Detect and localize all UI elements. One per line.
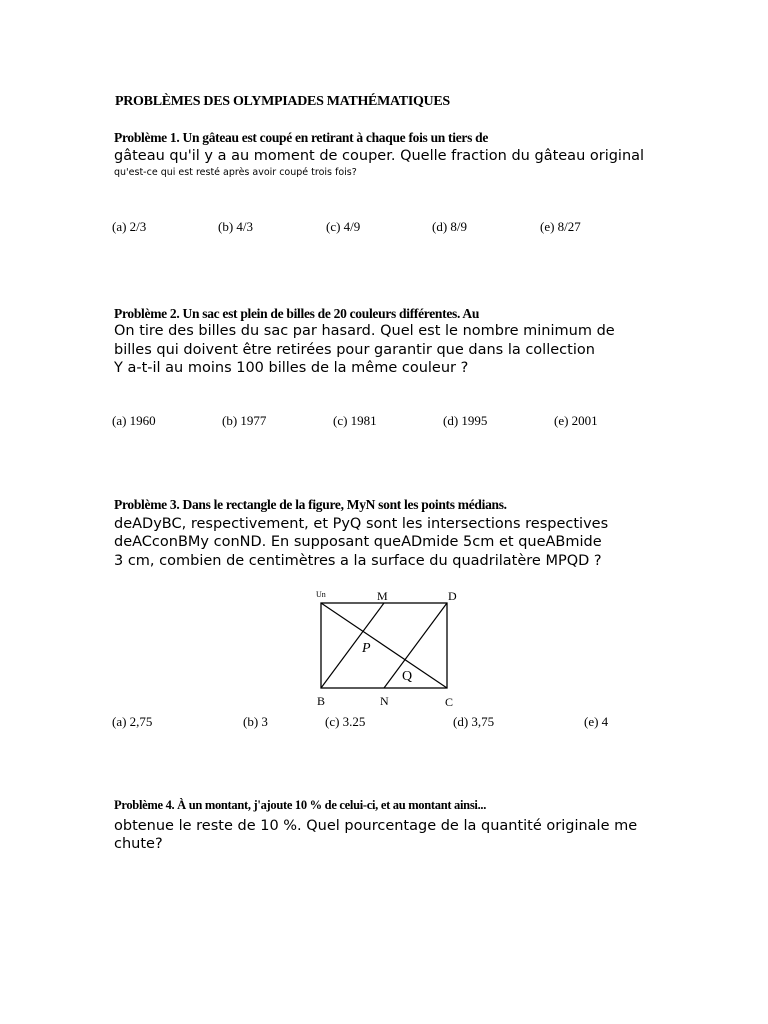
problem-1-small-text: qu'est-ce qui est resté après avoir coupé trois fois?: [114, 167, 357, 178]
problem-4-heading: Problème 4. À un montant, j'ajoute 10 % de celui-ci, et au montant ainsi...: [114, 798, 487, 812]
problem-3-line-3: 3 cm, combien de centimètres a la surface du quadrilatère MPQD ?: [114, 553, 602, 569]
problem-3-line-1: deADyBC, respectivement, et PyQ sont les intersections respectives: [114, 516, 609, 532]
problem-2-option-b: (b) 1977: [222, 413, 267, 428]
label-n: N: [380, 694, 389, 708]
problem-1-heading: Problème 1. Un gâteau est coupé en retirant à chaque fois un tiers de: [114, 130, 489, 145]
problem-3-option-a: (a) 2,75: [112, 714, 153, 729]
segment-nd: [384, 603, 447, 688]
diagonal-ac: [321, 603, 447, 688]
problem-3-option-b: (b) 3: [243, 714, 268, 729]
problem-1-option-d: (d) 8/9: [432, 219, 468, 234]
label-d: D: [448, 589, 457, 603]
label-p: P: [362, 641, 371, 656]
problem-2-option-d: (d) 1995: [443, 413, 488, 428]
problem-3-line-2: deACconBMy conND. En supposant queADmide 5cm et queABmide: [114, 534, 602, 550]
segment-bm: [321, 603, 384, 688]
problem-3-option-d: (d) 3,75: [453, 714, 495, 729]
problem-3-option-c: (c) 3.25: [325, 714, 366, 729]
problem-4-line-2: chute?: [114, 836, 163, 852]
problem-1-line-1: gâteau qu'il y a au moment de couper. Quelle fraction du gâteau original: [114, 148, 645, 164]
problem-4-line-1: obtenue le reste de 10 %. Quel pourcentage de la quantité originale me: [114, 818, 638, 834]
label-b: B: [317, 694, 326, 708]
problem-1-option-b: (b) 4/3: [218, 219, 254, 234]
problem-2-option-c: (c) 1981: [333, 413, 377, 428]
label-a: Un: [316, 590, 326, 599]
problem-2-line-2: billes qui doivent être retirées pour garantir que dans la collection: [114, 342, 595, 358]
problem-1-option-a: (a) 2/3: [112, 219, 147, 234]
page-title: PROBLÈMES DES OLYMPIADES MATHÉMATIQUES: [115, 94, 450, 109]
label-q: Q: [402, 669, 413, 684]
label-c: C: [445, 695, 454, 709]
problem-2-option-a: (a) 1960: [112, 413, 156, 428]
rectangle-figure: [300, 585, 480, 710]
problem-2-line-3: Y a-t-il au moins 100 billes de la même couleur ?: [114, 360, 469, 376]
problem-3-heading: Problème 3. Dans le rectangle de la figure, MyN sont les points médians.: [114, 497, 507, 512]
problem-2-heading: Problème 2. Un sac est plein de billes de 20 couleurs différentes. Au: [114, 306, 480, 321]
problem-1-option-c: (c) 4/9: [326, 219, 361, 234]
label-m: M: [377, 589, 388, 603]
problem-2-option-e: (e) 2001: [554, 413, 598, 428]
problem-1-option-e: (e) 8/27: [540, 219, 581, 234]
problem-3-option-e: (e) 4: [584, 714, 609, 729]
problem-2-line-1: On tire des billes du sac par hasard. Quel est le nombre minimum de: [114, 323, 615, 339]
